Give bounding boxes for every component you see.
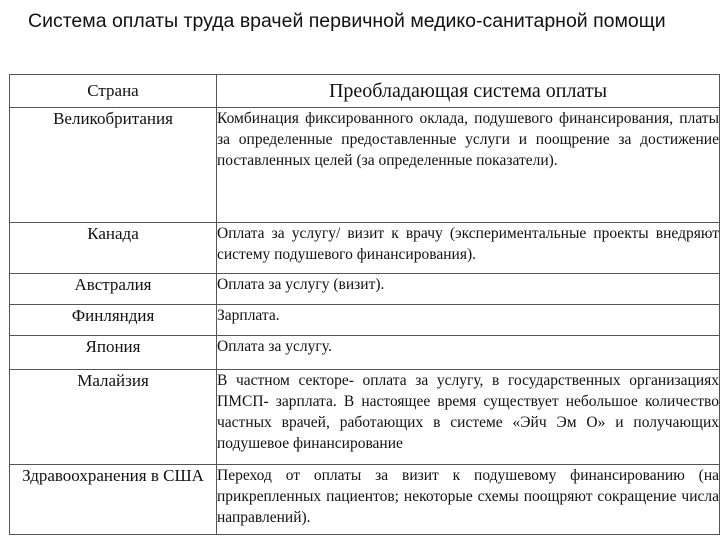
country-cell: Канада [10,223,217,274]
table-row [10,274,720,305]
table-header-row [10,75,720,108]
table-row [10,336,720,370]
table-row [10,370,720,465]
slide-title: Система оплаты труда врачей первичной медико-санитарной помощи [28,10,666,32]
country-cell: Австралия [10,274,217,305]
payment-system-cell: В частном секторе- оплата за услугу, в государственных организациях ПМСП- зарплата. В настоящее время существует небольшое количество частных врачей, работающих в системе «Эйч Эм О» и получающих подушевое финансирование [217,370,720,465]
country-column-header: Страна [10,75,217,108]
payment-system-cell: Зарплата. [217,305,720,336]
payment-system-cell: Оплата за услугу (визит). [217,274,720,305]
country-cell: Здравоохранения в США [10,465,217,535]
country-cell: Великобритания [10,108,217,223]
table-row [10,223,720,274]
country-cell: Малайзия [10,370,217,465]
country-cell: Финляндия [10,305,217,336]
payment-system-cell: Оплата за услугу/ визит к врачу (экспериментальные проекты внедряют систему подушевого финансирования). [217,223,720,274]
payment-system-cell: Переход от оплаты за визит к подушевому финансированию (на прикрепленных пациентов; некоторые схемы поощряют сокращение числа направлений). [217,465,720,535]
table-row [10,465,720,535]
table-row [10,108,720,223]
system-column-header: Преобладающая система оплаты [217,75,720,108]
payment-system-cell: Оплата за услугу. [217,336,720,370]
payment-system-cell: Комбинация фиксированного оклада, подушевого финансирования, платы за определенные предоставленные услуги и поощрение за достижение поставленных целей (за определенные показатели). [217,108,720,223]
payment-systems-table [9,74,720,535]
table-row [10,305,720,336]
country-cell: Япония [10,336,217,370]
